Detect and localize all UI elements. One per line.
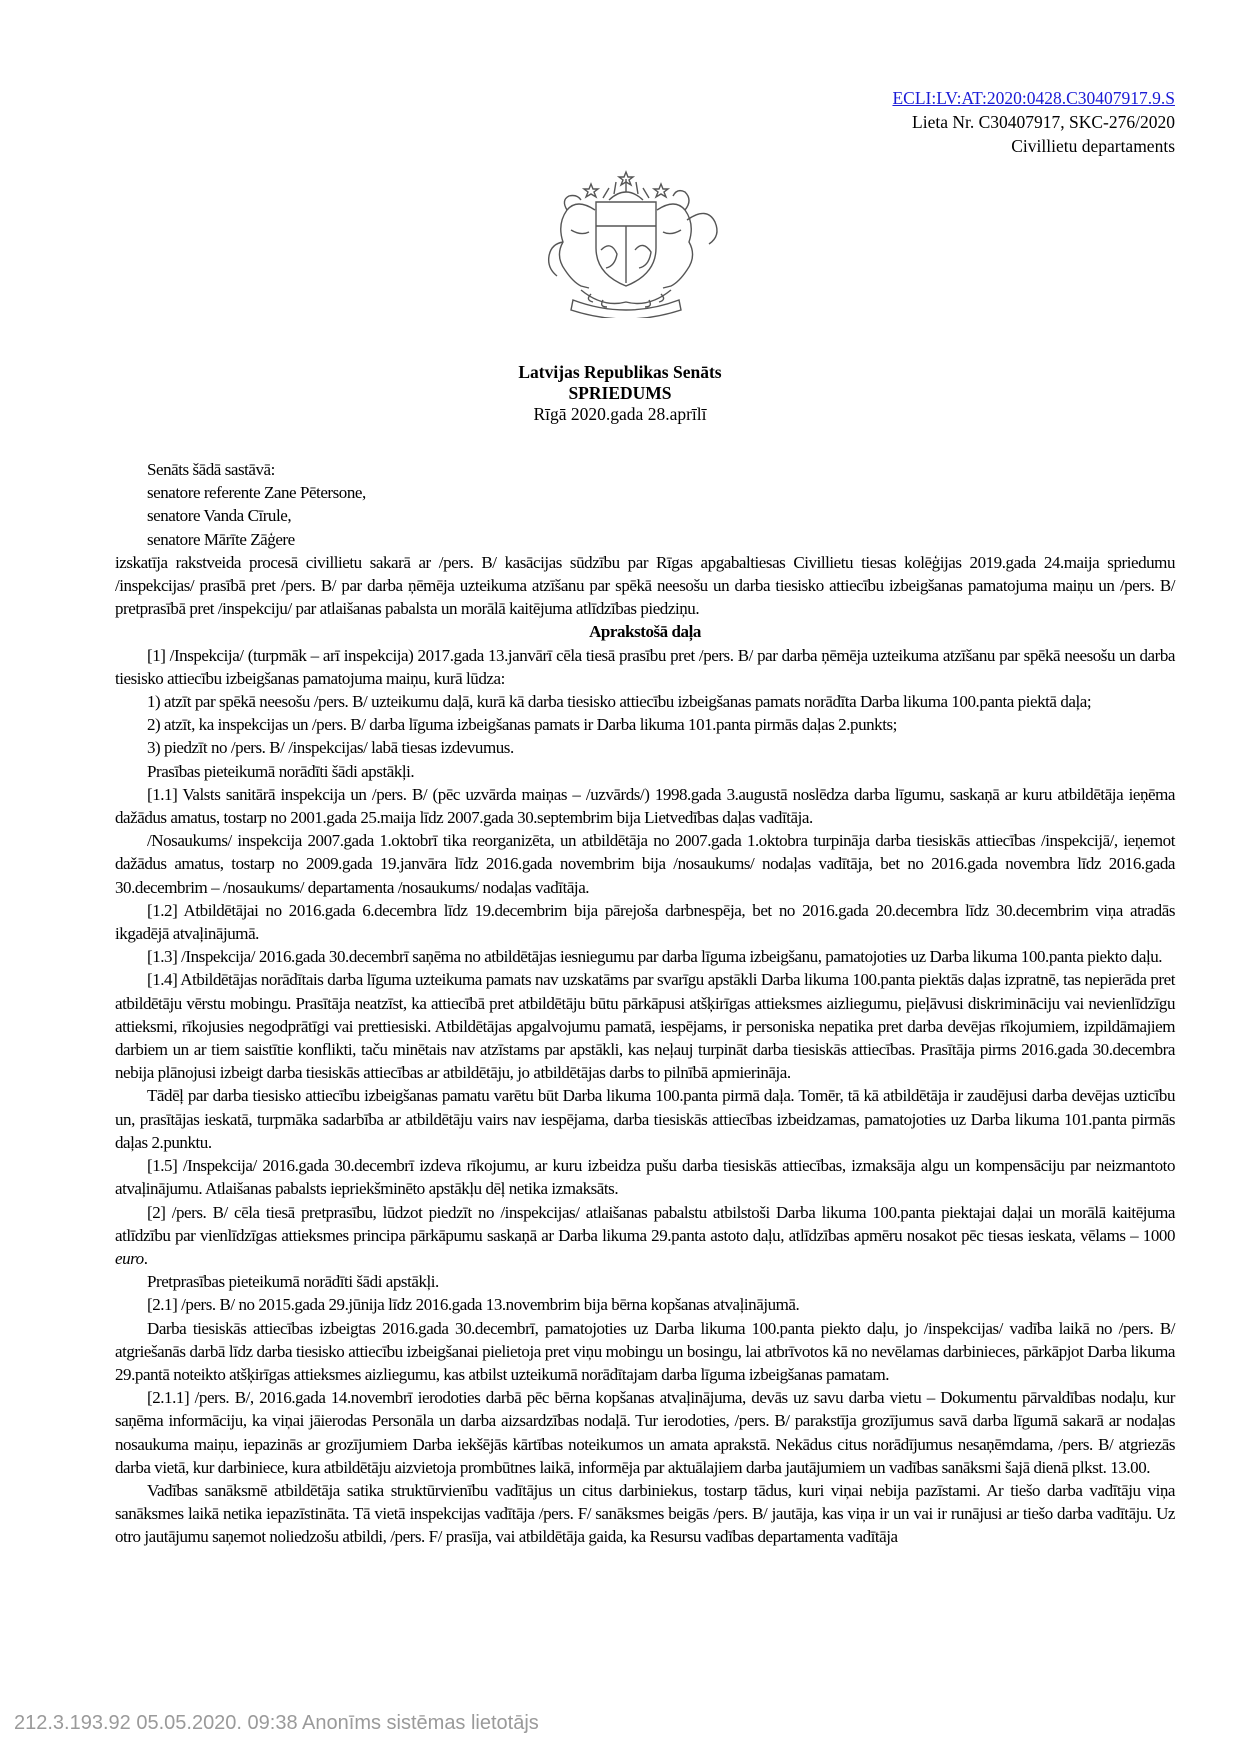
paragraph: Pretprasības pieteikumā norādīti šādi apstākļi. bbox=[147, 1272, 439, 1292]
composition-line: Senāts šādā sastāvā: bbox=[147, 460, 275, 479]
paragraph: Prasības pieteikumā norādīti šādi apstākļi. bbox=[147, 761, 415, 781]
ecli-link[interactable]: ECLI:LV:AT:2020:0428.C30407917.9.S bbox=[892, 88, 1175, 108]
paragraph: [1] /Inspekcija/ (turpmāk – arī inspekcija) 2017.gada 13.janvārī cēla tiesā prasību pret /pers. B/ par darba ņēmēja uzteikuma atzīšanu par spēkā neesošu un darba tiesisko attiecību izbeigšanas pamatojuma maiņu, kurā lūdza: bbox=[115, 645, 1175, 688]
case-meta bbox=[892, 86, 1175, 158]
paragraph: [1.3] /Inspekcija/ 2016.gada 30.decembrī saņēma no atbildētājas iesniegumu par darba līguma izbeigšanu, pamatojoties uz Darba likuma 100.panta piekto daļu. bbox=[147, 947, 1163, 967]
section-title: Aprakstošā daļa bbox=[589, 622, 701, 642]
paragraph: [1.1] Valsts sanitārā inspekcija un /pers. B/ (pēc uzvārda maiņas – /uzvārds/) 1998.gada 3.augustā noslēdza darba līgumu, saskaņā ar kuru atbildētāja ieņēma dažādus amatus, tostarp no 2001.gada 25.maija līdz 2007.gada 30.septembrim bija Lietvedības daļas vadītāja. bbox=[115, 784, 1175, 828]
paragraph: [2.1.1] /pers. B/, 2016.gada 14.novembrī ierodoties darbā pēc bērna kopšanas atvaļinājuma, devās uz savu darba vietu – Dokumentu pārvaldības nodaļu, kur saņēma informāciju, ka viņai jāierodas Personāla un darba aizsardzības nodaļā. Tur ierodoties, /pers. B/ parakstīja grozījumus savā darba līgumā sakarā ar nodaļas nosaukuma maiņu, iepazinās ar grozījumiem Darba iekšējās kārtības noteikumos un amata aprakstā. Nekādus citus norādījumus nesaņēmdama, /pers. B/ atgriezās darba vietā, kur darbiniece, kura atbildētāju aizvietoja prombūtnes laikā, informēja par aktuālajiem darba jautājumiem un vadības sanāksmi šajā dienā plkst. 13.00. bbox=[115, 1388, 1175, 1477]
composition-line: senatore referente Zane Pētersone, bbox=[147, 483, 366, 503]
paragraph: Tādēļ par darba tiesisko attiecību izbeigšanas pamatu varētu būt Darba likuma 100.panta pirmā daļa. Tomēr, tā kā atbildētāja ir zaudējusi darba devējas uzticību un, prasītājas ieskatā, turpmāka sadarbība ar atbildētāju vairs nav iespējama, darba tiesiskās attiecības izbeidzamas, pamatojoties uz Darba likuma 101.panta pirmās daļas 2.punktu. bbox=[115, 1086, 1175, 1152]
case-number: Lieta Nr. C30407917, SKC-276/2020 bbox=[912, 112, 1175, 132]
access-watermark: 212.3.193.92 05.05.2020. 09:38 Anonīms sistēmas lietotājs bbox=[14, 1712, 539, 1734]
composition-line: senatore Vanda Cīrule, bbox=[147, 506, 292, 526]
judgment-body bbox=[115, 458, 1175, 1549]
paragraph-text: [2] /pers. B/ cēla tiesā pretprasību, lūdzot piedzīt no /inspekcijas/ atlaišanas pabalstu atbilstoši Darba likuma 100.panta piektajai daļai un morālā kaitējuma atlīdzību par vienlīdzīgas attieksmes principa pārkāpumu saskaņā ar Darba likuma 29.panta astoto daļu, atlīdzības apmēru nosakot pēc tiesas ieskata, vēlams – 1000 bbox=[115, 1202, 1175, 1245]
paragraph: /Nosaukums/ inspekcija 2007.gada 1.oktobrī tika reorganizēta, un atbildētāja no 2007.gada 1.oktobra turpināja darba tiesiskās attiecības /inspekcijā/, ieņemot dažādus amatus, tostarp no 2009.gada 19.janvāra līdz 2016.gada novembrim bija /nosaukums/ nodaļas vadītāja, bet no 2016.gada novembra līdz 2016.gada 30.decembrim – /nosaukums/ departamenta /nosaukums/ nodaļas vadītāja. bbox=[115, 831, 1175, 897]
document-header bbox=[0, 362, 1240, 425]
composition-line: senatore Mārīte Zāģere bbox=[147, 529, 295, 549]
paragraph: 2) atzīt, ka inspekcijas un /pers. B/ darba līguma izbeigšanas pamats ir Darba likuma 101.panta pirmās daļas 2.punkts; bbox=[147, 715, 897, 735]
paragraph: [1.2] Atbildētājai no 2016.gada 6.decembra līdz 19.decembrim bija pārejoša darbnespēja, bet no 2016.gada 20.decembra līdz 30.decembrim viņa atradās ikgadējā atvaļinājumā. bbox=[115, 900, 1175, 944]
paragraph: 1) atzīt par spēkā neesošu /pers. B/ uzteikumu daļā, kurā kā darba tiesisko attiecību izbeigšanas pamats norādīta Darba likuma 100.panta piektā daļa; bbox=[147, 692, 1092, 712]
document-type: SPRIEDUMS bbox=[568, 383, 672, 403]
paragraph-counterclaim bbox=[115, 1201, 1175, 1271]
court-name: Latvijas Republikas Senāts bbox=[518, 362, 722, 382]
paragraph: [1.5] /Inspekcija/ 2016.gada 30.decembrī izdeva rīkojumu, ar kuru izbeidza pušu darba tiesiskās attiecības, izmaksāja algu un kompensāciju par neizmantoto atvaļinājumu. Atlaišanas pabalsts iepriekšminēto apstākļu dēļ netika izmaksāts. bbox=[115, 1156, 1175, 1199]
paragraph: Vadības sanāksmē atbildētāja satika struktūrvienību vadītājus un citus darbiniekus, tostarp tādus, kuri viņai nebija pazīstami. Ar tiešo darba vadītāju viņa sanāksmes laikā netika iepazīstināta. Tā vietā inspekcijas vadītāja /pers. F/ sanāksmes beigās /pers. B/ jautāja, kas viņa ir un vai ir runājusi ar tiešo darba vadītāju. Uz otro jautājumu saņemot noliedzošu atbildi, /pers. F/ prasīja, vai atbildētāja gaida, ka Resursu vadības departamenta vadītāja bbox=[115, 1480, 1175, 1547]
euro-word: euro bbox=[115, 1248, 144, 1268]
coat-of-arms-emblem bbox=[511, 170, 741, 318]
paragraph: [1.4] Atbildētājas norādītais darba līguma uzteikuma pamats nav uzskatāms par svarīgu apstākli Darba likuma 100.panta piektās daļas izpratnē, tas nepierāda pret atbildētāju vērstu mobingu. Prasītāja neatzīst, ka attiecībā pret atbildētāju būtu pārkāpusi atšķirīgas attieksmes aizliegumu, pieļāvusi diskrimināciju vai nevienlīdzīgu attieksmi, rīkojusies negodprātīgi vai prettiesiski. Atbildētājas apgalvojumu pamatā, iespējams, ir personiska nepatika pret darba devējas rīkojumiem, izpildāmajiem darbiem un ar tiem saistītie konflikti, taču minētais nav atzīstams par apstākli, kas neļauj turpināt darba tiesiskās attiecības. Prasītāja pirms 2016.gada 30.decembra nebija plānojusi izbeigt darba tiesiskās attiecības ar atbildētāju, jo atbildētājas darbs to pilnībā apmierināja. bbox=[115, 970, 1175, 1083]
intro-paragraph: izskatīja rakstveida procesā civillietu sakarā ar /pers. B/ kasācijas sūdzību par Rīgas apgabaltiesas Civillietu tiesas kolēģijas 2019.gada 24.maija spriedumu /inspekcijas/ prasībā pret /pers. B/ par darba ņēmēja uzteikuma atzīšanu par spēkā neesošu un darba tiesisko attiecību izbeigšanas pamatojuma maiņu un /pers. B/ pretprasībā pret /inspekciju/ par atlaišanas pabalsta un morālā kaitējuma atlīdzības piedziņu. bbox=[115, 552, 1175, 619]
place-date: Rīgā 2020.gada 28.aprīlī bbox=[533, 404, 707, 424]
paragraph: [2.1] /pers. B/ no 2015.gada 29.jūnija līdz 2016.gada 13.novembrim bija bērna kopšanas atvaļinājumā. bbox=[147, 1295, 800, 1315]
department: Civillietu departaments bbox=[1011, 136, 1175, 156]
paragraph: Darba tiesiskās attiecības izbeigtas 2016.gada 30.decembrī, pamatojoties uz Darba likuma 100.panta piekto daļu, jo /inspekcijas/ vadība laikā no /pers. B/ atgriešanās darbā līdz darba tiesisko attiecību izbeigšanai pielietoja pret viņu mobingu un bosingu, lai atbrīvotos kā no nevēlamas darbinieces, pārkāpjot Darba likuma 29.pantā noteikto atšķirīgas attieksmes aizliegumu, kas atbilst uzteikumā norādītajam darba līguma izbeigšanas pamatam. bbox=[115, 1318, 1175, 1384]
sentence-end: . bbox=[143, 1248, 148, 1268]
paragraph: 3) piedzīt no /pers. B/ /inspekcijas/ labā tiesas izdevumus. bbox=[147, 738, 514, 758]
